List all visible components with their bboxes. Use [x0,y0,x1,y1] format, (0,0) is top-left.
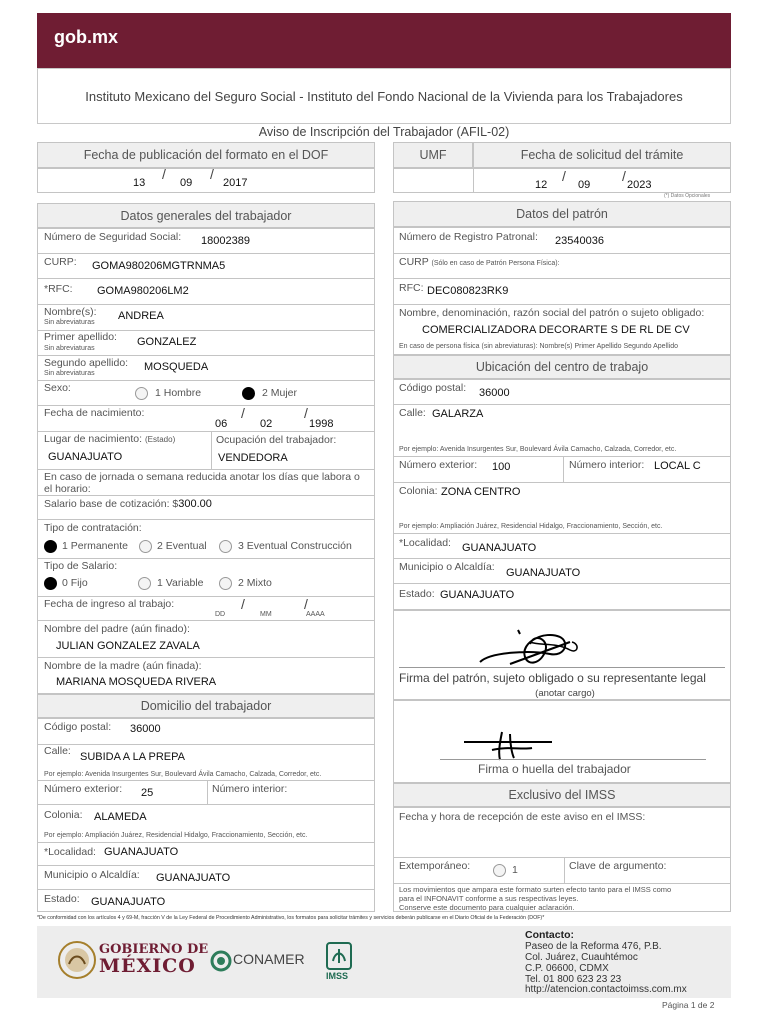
ub-calle-hint: Por ejemplo: Avenida Insurgentes Sur, Boulevard Ávila Camacho, Calzada, Corredor, etc. [399,446,677,453]
umf-header: UMF [393,142,473,168]
patron-curp-label: CURP [399,256,429,268]
ingreso-mm: MM [260,611,272,618]
institute-name: Instituto Mexicano del Seguro Social - Instituto del Fondo Nacional de la Vivienda para los Trabajadores [85,88,683,104]
reg-patronal-label: Número de Registro Patronal: [399,231,538,243]
solicitud-header: Fecha de solicitud del trámite [473,142,731,168]
dom-municipio-value: GUANAJUATO [156,872,231,884]
ub-calle-label: Calle: [399,407,426,419]
imss-note-2: para el INFONAVIT conforme a sus respectivas leyes. [399,894,579,903]
gob-brand[interactable]: gob.mx [54,27,119,47]
patron-curp-sub: (Sólo en caso de Patrón Persona Física): [431,260,560,267]
rfc-label: *RFC: [44,283,73,295]
contact-address-1: Paseo de la Reforma 476, P.B. [525,941,662,952]
lugar-label: Lugar de nacimiento: [44,433,143,445]
page-number: Página 1 de 2 [662,1000,715,1010]
date-sep: / [162,166,166,182]
ub-cp-value: 36000 [479,387,510,399]
nacimiento-label: Fecha de nacimiento: [44,407,145,419]
ub-estado-value: GUANAJUATO [440,589,515,601]
date-sep: / [241,405,245,421]
firma-trabajador-label: Firma o huella del trabajador [478,762,631,776]
recepcion-label: Fecha y hora de recepción de este aviso en el IMSS: [399,811,646,823]
sexo-mujer-radio[interactable] [242,387,255,400]
ingreso-label: Fecha de ingreso al trabajo: [44,598,175,610]
pub-date-header: Fecha de publicación del formato en el DOF [37,142,375,168]
padre-label: Nombre del padre (aún finado): [44,623,190,635]
firma-patron-label: Firma del patrón, sujeto obligado o su representante legal [399,671,706,685]
nac-month: 02 [260,418,273,430]
date-sep: / [562,168,566,184]
contratacion-label: Tipo de contratación: [44,522,142,534]
ub-municipio-label: Municipio o Alcaldía: [399,561,495,573]
dom-cp-value: 36000 [130,723,161,735]
firma-patron-sub: (anotar cargo) [535,688,595,699]
imss-section-title: Exclusivo del IMSS [393,783,731,807]
date-sep: / [304,405,308,421]
salario-fijo-radio[interactable] [44,577,57,590]
ocupacion-label: Ocupación del trabajador: [216,434,337,446]
salario-mixto-label: 2 Mixto [238,577,272,589]
date-sep: / [304,596,308,612]
ocupacion-value: VENDEDORA [218,452,288,464]
ub-localidad-value: GUANAJUATO [462,542,537,554]
domicilio-section-title: Domicilio del trabajador [37,694,375,718]
ub-municipio-value: GUANAJUATO [506,567,581,579]
nac-year: 1998 [309,418,334,430]
pub-year: 2017 [223,177,248,189]
pub-month: 09 [180,177,193,189]
gob-mexico-line1: GOBIERNO DE [99,942,209,957]
ub-colonia-label: Colonia: [399,485,438,497]
dom-colonia-hint: Por ejemplo: Ampliación Juárez, Residencial Hidalgo, Fraccionamiento, Sección, etc. [44,832,308,839]
sexo-mujer-label: 2 Mujer [262,387,298,399]
imss-note-1: Los movimientos que ampara este formato surten efecto tanto para el IMSS como [399,885,672,894]
contrato-construccion-label: 3 Eventual Construcción [238,540,352,552]
patron-section-title: Datos del patrón [393,201,731,227]
padre-value: JULIAN GONZALEZ ZAVALA [56,640,200,652]
sexo-hombre-label: 1 Hombre [155,387,202,399]
lugar-value: GUANAJUATO [48,451,123,463]
date-sep: / [210,166,214,182]
date-sep: / [622,168,626,184]
dom-colonia-label: Colonia: [44,809,83,821]
sexo-hombre-radio[interactable] [135,387,148,400]
date-sep: / [241,596,245,612]
contrato-eventual-label: 2 Eventual [157,540,207,552]
nac-day: 06 [215,418,228,430]
lugar-sub: (Estado) [145,435,176,444]
ub-estado-label: Estado: [399,588,435,600]
gob-mexico-line2: MÉXICO [99,955,196,977]
dom-calle-hint: Por ejemplo: Avenida Insurgentes Sur, Boulevard Ávila Camacho, Calzada, Corredor, etc. [44,771,322,778]
escudo-icon [57,940,97,980]
ap2-value: MOSQUEDA [144,361,209,373]
pub-date-box [37,168,375,193]
ingreso-aaaa: AAAA [306,611,325,618]
institute-banner [37,68,731,124]
dom-colonia-value: ALAMEDA [94,811,147,823]
razon-social-hint: En caso de persona física (sin abreviaturas): Nombre(s) Primer Apellido Segundo Apellido [399,343,678,350]
salario-variable-label: 1 Variable [157,577,204,589]
contrato-permanente-radio[interactable] [44,540,57,553]
contact-title: Contacto: [525,929,574,941]
salario-fijo-label: 0 Fijo [62,577,88,589]
dom-estado-label: Estado: [44,893,80,905]
dom-localidad-value: GUANAJUATO [104,846,179,858]
trabajador-signature-image [462,728,557,763]
dom-calle-label: Calle: [44,745,71,757]
curp-label: CURP: [44,256,77,268]
worker-section-title: Datos generales del trabajador [37,203,375,228]
dom-localidad-label: *Localidad: [44,846,96,858]
clave-argumento-label: Clave de argumento: [569,860,667,872]
gob-header [37,13,731,68]
ubicacion-section-title: Ubicación del centro de trabajo [393,355,731,379]
extemporaneo-option: 1 [512,864,518,876]
optional-note: (*) Datos Opcionales [664,193,711,199]
form-title: Aviso de Inscripción del Trabajador (AFIL-02) [258,125,510,139]
ub-nint-label: Número interior: [569,459,645,471]
conamer-logo-text: CONAMER [233,951,305,967]
dom-next-value: 25 [141,787,154,799]
ub-cp-label: Código postal: [399,382,467,394]
razon-social-value: COMERCIALIZADORA DECORARTE S DE RL DE CV [422,324,690,336]
madre-value: MARIANA MOSQUEDA RIVERA [56,676,217,688]
ub-calle-value: GALARZA [432,408,484,420]
sexo-label: Sexo: [44,382,71,394]
divider [473,168,474,193]
imss-note-3: Conserve este documento para cualquier aclaración. [399,903,575,912]
jornada-label: En caso de jornada o semana reducida anotar los días que labora o el horario: [44,471,360,495]
dom-calle-value: SUBIDA A LA PREPA [80,751,185,763]
contact-address-3: C.P. 06600, CDMX [525,963,609,974]
ub-nint-value: LOCAL C [654,460,701,472]
nss-label: Número de Seguridad Social: [44,231,182,243]
sol-year: 2023 [627,179,652,191]
nombre-value: ANDREA [118,310,164,322]
contact-phone: Tel. 01 800 623 23 23 [525,974,622,985]
ub-colonia-value: ZONA CENTRO [441,486,521,498]
patron-rfc-value: DEC080823RK9 [427,285,509,297]
imss-logo-text: IMSS [326,971,349,981]
ingreso-dd: DD [215,611,226,618]
salario-value: 300.00 [178,498,212,510]
ap1-sub: Sin abreviaturas [44,345,95,352]
patron-signature-image [470,622,590,672]
madre-label: Nombre de la madre (aún finada): [44,660,202,672]
dom-next-label: Número exterior: [44,783,123,795]
legal-note: *De conformidad con los artículos 4 y 69-M, fracción V de la Ley Federal de Procedimiento Administrativo, los formatos para solicitar trámites y servicios deberán publicarse en el Diario Oficial de la Federación (DOF)* [37,915,545,921]
dom-nint-label: Número interior: [212,783,288,795]
salario-label: Salario base de cotización: $ [44,498,179,510]
contrato-eventual-radio[interactable] [139,540,152,553]
sol-day: 12 [535,179,548,191]
contact-url[interactable]: http://atencion.contactoimss.com.mx [525,984,687,995]
ap2-label: Segundo apellido: [44,357,129,369]
nss-value: 18002389 [201,235,250,247]
tipo-salario-label: Tipo de Salario: [44,560,118,572]
pub-day: 13 [133,177,146,189]
dom-cp-label: Código postal: [44,721,112,733]
reg-patronal-value: 23540036 [555,235,604,247]
ub-localidad-label: *Localidad: [399,537,451,549]
sol-month: 09 [578,179,591,191]
ub-next-value: 100 [492,461,511,473]
nombre-sub: Sin abreviaturas [44,319,95,326]
salario-mixto-radio[interactable] [219,577,232,590]
rfc-value: GOMA980206LM2 [97,285,189,297]
extemporaneo-radio[interactable] [493,864,506,877]
extemporaneo-label: Extemporáneo: [399,860,471,872]
ub-next-label: Número exterior: [399,459,478,471]
ap2-sub: Sin abreviaturas [44,370,95,377]
patron-rfc-label: RFC: [399,282,424,294]
razon-social-label: Nombre, denominación, razón social del patrón o sujeto obligado: [399,307,705,319]
dom-municipio-label: Municipio o Alcaldía: [44,869,140,881]
salario-variable-radio[interactable] [138,577,151,590]
contrato-construccion-radio[interactable] [219,540,232,553]
conamer-logo-icon [210,950,232,972]
nombre-label: Nombre(s): [44,306,97,318]
contrato-permanente-label: 1 Permanente [62,540,128,552]
ub-colonia-hint: Por ejemplo: Ampliación Juárez, Residencial Hidalgo, Fraccionamiento, Sección, etc. [399,523,663,530]
contact-address-2: Col. Juárez, Cuauhtémoc [525,952,638,963]
curp-value: GOMA980206MGTRNMA5 [92,260,226,272]
ap1-label: Primer apellido: [44,331,117,343]
ap1-value: GONZALEZ [137,336,197,348]
dom-estado-value: GUANAJUATO [91,896,166,908]
